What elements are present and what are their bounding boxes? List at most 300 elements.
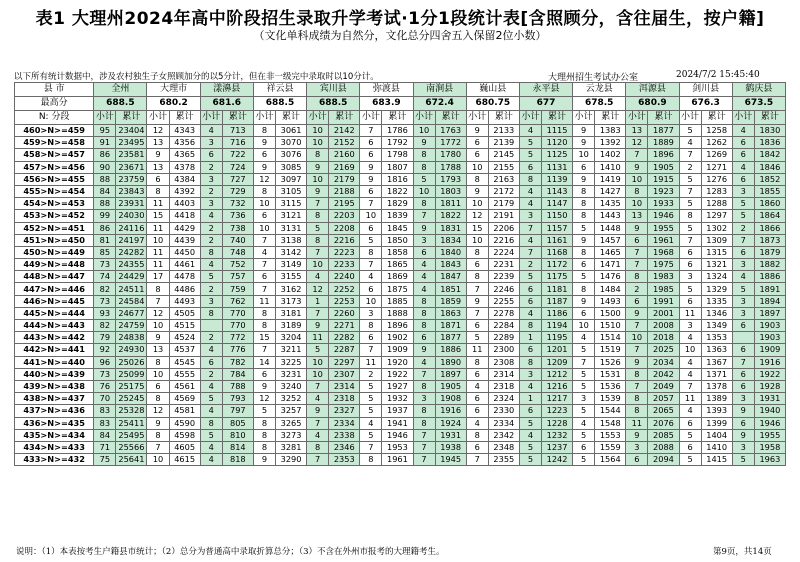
subtotal-cell: 6 bbox=[573, 259, 595, 271]
cumulative-cell: 1269 bbox=[701, 149, 732, 161]
cumulative-cell: 1891 bbox=[754, 283, 785, 295]
cumulative-cell: 1940 bbox=[754, 405, 785, 417]
cumulative-cell: 2057 bbox=[648, 393, 679, 405]
cumulative-cell: 1961 bbox=[382, 454, 413, 466]
subtotal-cell: 8 bbox=[519, 173, 541, 185]
subtotal-cell: 2 bbox=[519, 259, 541, 271]
cumulative-cell: 2348 bbox=[488, 441, 519, 453]
cumulative-cell: 788 bbox=[222, 380, 253, 392]
cumulative-cell: 1945 bbox=[435, 454, 466, 466]
subtotal-cell: 6 bbox=[732, 368, 754, 380]
subtotal-cell: 6 bbox=[732, 173, 754, 185]
cumulative-cell: 740 bbox=[222, 234, 253, 246]
subtotal-cell: 10 bbox=[626, 173, 648, 185]
subtotal-cell: 1 bbox=[519, 393, 541, 405]
cumulative-cell: 2353 bbox=[329, 454, 360, 466]
subtotal-cell: 5 bbox=[732, 198, 754, 210]
subtotal-cell: 3 bbox=[626, 441, 648, 453]
subtotal-cell: 4 bbox=[519, 125, 541, 137]
cumulative-cell: 1885 bbox=[382, 295, 413, 307]
cumulative-cell: 1404 bbox=[701, 429, 732, 441]
subtotal-cell: 7 bbox=[732, 356, 754, 368]
subtotal-cell: 5 bbox=[679, 283, 701, 295]
subtotal-cell: 3 bbox=[519, 368, 541, 380]
cumulative-cell: 772 bbox=[222, 332, 253, 344]
subtotal-cell: 8 bbox=[253, 417, 275, 429]
subtotal-cell: 9 bbox=[732, 429, 754, 441]
score-segment-cell: 445>N>=444 bbox=[15, 307, 94, 319]
cumulative-cell: 1877 bbox=[648, 125, 679, 137]
subtotal-cell: 6 bbox=[732, 246, 754, 258]
table-row bbox=[15, 234, 786, 246]
county-header-row bbox=[15, 83, 786, 97]
subtotal-cell: 13 bbox=[626, 210, 648, 222]
cumulative-cell: 776 bbox=[222, 344, 253, 356]
cumulative-cell: 2271 bbox=[329, 320, 360, 332]
cumulative-cell: 1181 bbox=[541, 283, 572, 295]
cumulative-cell: 1905 bbox=[648, 161, 679, 173]
subtotal-cell: 10 bbox=[573, 149, 595, 161]
subtotal-cell: 86 bbox=[94, 149, 116, 161]
cumulative-cell: 2355 bbox=[488, 454, 519, 466]
cumulative-cell: 2208 bbox=[329, 222, 360, 234]
subtotal-cell: 3 bbox=[200, 173, 222, 185]
cumulative-header-cell: 累计 bbox=[169, 111, 200, 125]
cumulative-cell: 2224 bbox=[488, 246, 519, 258]
cumulative-cell: 1147 bbox=[541, 198, 572, 210]
cumulative-cell: 3173 bbox=[275, 295, 306, 307]
subtotal-cell: 4 bbox=[307, 429, 329, 441]
cumulative-cell: 793 bbox=[222, 393, 253, 405]
cumulative-header-cell: 累计 bbox=[382, 111, 413, 125]
table-row bbox=[15, 393, 786, 405]
subtotal-cell: 6 bbox=[413, 246, 435, 258]
subtotal-cell: 12 bbox=[307, 283, 329, 295]
subtotal-cell: 2 bbox=[679, 161, 701, 173]
cumulative-cell: 1829 bbox=[382, 198, 413, 210]
cumulative-cell: 4439 bbox=[169, 234, 200, 246]
cumulative-cell: 23404 bbox=[116, 125, 147, 137]
cumulative-cell: 3149 bbox=[275, 259, 306, 271]
subtotal-cell: 8 bbox=[413, 295, 435, 307]
cumulative-cell: 2233 bbox=[329, 259, 360, 271]
cumulative-cell: 25245 bbox=[116, 393, 147, 405]
subtotal-cell: 9 bbox=[573, 295, 595, 307]
subtotal-cell: 10 bbox=[679, 344, 701, 356]
subtotal-cell: 12 bbox=[147, 307, 169, 319]
cumulative-cell: 782 bbox=[222, 356, 253, 368]
cumulative-cell: 748 bbox=[222, 246, 253, 258]
subtotal-cell: 8 bbox=[413, 161, 435, 173]
cumulative-cell: 24282 bbox=[116, 246, 147, 258]
cumulative-cell: 4403 bbox=[169, 198, 200, 210]
cumulative-cell: 1131 bbox=[541, 161, 572, 173]
cumulative-cell: 1875 bbox=[382, 283, 413, 295]
subtotal-cell: 6 bbox=[679, 417, 701, 429]
subtotal-cell: 3 bbox=[413, 393, 435, 405]
subtotal-cell: 76 bbox=[94, 380, 116, 392]
cumulative-cell: 738 bbox=[222, 222, 253, 234]
cumulative-cell: 24197 bbox=[116, 234, 147, 246]
max-score-cell: 688.5 bbox=[253, 97, 306, 111]
cumulative-cell: 3181 bbox=[275, 307, 306, 319]
cumulative-cell: 1896 bbox=[648, 149, 679, 161]
subtotal-cell: 4 bbox=[200, 210, 222, 222]
cumulative-cell: 1968 bbox=[648, 246, 679, 258]
subtotal-cell: 13 bbox=[147, 161, 169, 173]
subtotal-cell: 9 bbox=[360, 173, 382, 185]
cumulative-cell: 3252 bbox=[275, 393, 306, 405]
cumulative-cell: 2287 bbox=[329, 344, 360, 356]
cumulative-cell: 1788 bbox=[435, 161, 466, 173]
cumulative-cell: 1958 bbox=[754, 441, 785, 453]
subtotal-cell: 10 bbox=[626, 198, 648, 210]
subtotal-cell: 4 bbox=[307, 393, 329, 405]
subtotal-cell: 8 bbox=[413, 307, 435, 319]
subtotal-cell: 6 bbox=[519, 283, 541, 295]
county-name-cell: 南涧县 bbox=[413, 83, 466, 97]
subtotal-cell: 4 bbox=[360, 417, 382, 429]
cumulative-cell: 1961 bbox=[648, 234, 679, 246]
table-row bbox=[15, 283, 786, 295]
cumulative-cell: 1896 bbox=[382, 320, 413, 332]
score-distribution-table bbox=[14, 82, 786, 466]
subtotal-cell: 11 bbox=[679, 307, 701, 319]
subtotal-cell: 7 bbox=[307, 417, 329, 429]
subtotal-cell: 6 bbox=[519, 405, 541, 417]
cumulative-cell: 2307 bbox=[329, 368, 360, 380]
cumulative-cell: 24838 bbox=[116, 332, 147, 344]
subtotal-cell: 9 bbox=[466, 295, 488, 307]
subtotal-cell: 11 bbox=[626, 417, 648, 429]
subtotal-cell: 8 bbox=[147, 185, 169, 197]
cumulative-cell: 1389 bbox=[701, 393, 732, 405]
cumulative-cell: 3257 bbox=[275, 405, 306, 417]
county-name-cell: 永平县 bbox=[519, 83, 572, 97]
cumulative-cell: 2042 bbox=[648, 368, 679, 380]
table-row bbox=[15, 149, 786, 161]
score-segment-cell: 458>N>=457 bbox=[15, 149, 94, 161]
cumulative-cell: 1217 bbox=[541, 393, 572, 405]
subtotal-cell: 10 bbox=[307, 368, 329, 380]
subtotal-cell: 2 bbox=[626, 283, 648, 295]
subtotal-cell: 9 bbox=[573, 234, 595, 246]
cumulative-cell: 3085 bbox=[275, 161, 306, 173]
table-row bbox=[15, 368, 786, 380]
subtotal-cell: 4 bbox=[413, 283, 435, 295]
county-name-cell: 宾川县 bbox=[307, 83, 360, 97]
subtotal-cell: 6 bbox=[466, 259, 488, 271]
cumulative-cell: 1536 bbox=[595, 380, 626, 392]
subtotal-cell: 8 bbox=[253, 429, 275, 441]
cumulative-cell: 1175 bbox=[541, 271, 572, 283]
cumulative-cell: 1932 bbox=[382, 393, 413, 405]
cumulative-cell: 2324 bbox=[488, 393, 519, 405]
cumulative-cell: 2334 bbox=[488, 417, 519, 429]
subtotal-header-cell: 小计 bbox=[413, 111, 435, 125]
subtotal-cell: 4 bbox=[200, 380, 222, 392]
subtotal-cell: 5 bbox=[360, 234, 382, 246]
cumulative-cell: 716 bbox=[222, 137, 253, 149]
subtotal-cell: 2 bbox=[200, 222, 222, 234]
subtotal-cell: 86 bbox=[94, 222, 116, 234]
cumulative-cell: 1115 bbox=[541, 125, 572, 137]
cumulative-cell: 3290 bbox=[275, 454, 306, 466]
score-segment-cell: 448>N>=447 bbox=[15, 271, 94, 283]
cumulative-cell: 1780 bbox=[435, 149, 466, 161]
subtotal-cell: 9 bbox=[413, 344, 435, 356]
cumulative-cell: 1888 bbox=[382, 307, 413, 319]
subtotal-cell: 5 bbox=[200, 271, 222, 283]
subtotal-cell: 13 bbox=[147, 137, 169, 149]
cumulative-cell: 3142 bbox=[275, 246, 306, 258]
subtotal-cell: 10 bbox=[147, 368, 169, 380]
subtotal-cell: 7 bbox=[626, 344, 648, 356]
cumulative-cell: 1378 bbox=[701, 380, 732, 392]
subtotal-cell: 2 bbox=[732, 222, 754, 234]
max-score-cell: 673.5 bbox=[732, 97, 785, 111]
subtotal-cell: 7 bbox=[307, 198, 329, 210]
cumulative-cell: 1922 bbox=[754, 368, 785, 380]
cumulative-cell: 1860 bbox=[754, 198, 785, 210]
cumulative-cell: 1564 bbox=[595, 454, 626, 466]
cumulative-cell: 1216 bbox=[541, 380, 572, 392]
cumulative-cell: 1335 bbox=[701, 295, 732, 307]
subtotal-cell: 7 bbox=[626, 380, 648, 392]
subtotal-cell: 96 bbox=[94, 356, 116, 368]
subtotal-cell: 7 bbox=[253, 234, 275, 246]
subtotal-cell: 2 bbox=[360, 368, 382, 380]
cumulative-cell: 1927 bbox=[382, 380, 413, 392]
cumulative-cell: 797 bbox=[222, 405, 253, 417]
cumulative-cell: 25411 bbox=[116, 417, 147, 429]
cumulative-cell: 4555 bbox=[169, 368, 200, 380]
cumulative-header-cell: 累计 bbox=[541, 111, 572, 125]
cumulative-cell: 752 bbox=[222, 259, 253, 271]
cumulative-cell: 2223 bbox=[329, 246, 360, 258]
cumulative-cell: 4365 bbox=[169, 149, 200, 161]
scoring-note: 以下所有统计数据中，涉及农村独生子女照顾加分的以5分计，但在非一级完中录取时以10分计。 bbox=[14, 72, 379, 82]
subtotal-cell: 8 bbox=[413, 198, 435, 210]
subtotal-cell: 6 bbox=[466, 149, 488, 161]
subtotal-cell: 7 bbox=[413, 454, 435, 466]
subtotal-cell: 4 bbox=[732, 271, 754, 283]
cumulative-cell: 4356 bbox=[169, 137, 200, 149]
subtotal-cell: 5 bbox=[307, 222, 329, 234]
score-segment-cell: 441>N>=440 bbox=[15, 356, 94, 368]
subtotal-cell: 74 bbox=[94, 271, 116, 283]
issuer-name: 大理州招生考试办公室 bbox=[548, 73, 639, 83]
subtotal-cell: 6 bbox=[732, 320, 754, 332]
cumulative-cell: 722 bbox=[222, 149, 253, 161]
cumulative-cell: 1873 bbox=[754, 234, 785, 246]
max-score-row bbox=[15, 97, 786, 111]
subtotal-cell: 5 bbox=[573, 380, 595, 392]
cumulative-cell: 724 bbox=[222, 161, 253, 173]
cumulative-cell: 1161 bbox=[541, 234, 572, 246]
subtotal-cell: 8 bbox=[360, 454, 382, 466]
cumulative-cell: 1349 bbox=[701, 320, 732, 332]
subtotal-cell: 9 bbox=[147, 417, 169, 429]
cumulative-cell: 2139 bbox=[488, 137, 519, 149]
cumulative-cell: 2260 bbox=[329, 307, 360, 319]
footnote: 说明：（1）本表按考生户籍县市统计；（2）总分为普通高中录取折算总分；（3）不含在外州市报考的大理籍考生。 bbox=[16, 547, 445, 557]
subtotal-cell: 4 bbox=[732, 161, 754, 173]
subtotal-cell: 12 bbox=[253, 173, 275, 185]
cumulative-cell: 3076 bbox=[275, 149, 306, 161]
cumulative-cell: 1869 bbox=[382, 271, 413, 283]
cumulative-cell: 1889 bbox=[648, 137, 679, 149]
cumulative-cell: 1905 bbox=[435, 380, 466, 392]
subtotal-cell: 6 bbox=[732, 137, 754, 149]
cumulative-cell: 2206 bbox=[488, 222, 519, 234]
subtotal-cell: 8 bbox=[519, 356, 541, 368]
subtotal-cell: 9 bbox=[466, 185, 488, 197]
cumulative-cell: 2169 bbox=[329, 161, 360, 173]
cumulative-cell: 1186 bbox=[541, 307, 572, 319]
cumulative-header-cell: 累计 bbox=[754, 111, 785, 125]
cumulative-cell: 1510 bbox=[595, 320, 626, 332]
cumulative-cell: 1963 bbox=[754, 454, 785, 466]
subtotal-cell: 9 bbox=[253, 161, 275, 173]
subtotal-cell: 6 bbox=[626, 234, 648, 246]
subtotal-cell: 8 bbox=[307, 210, 329, 222]
subtotal-cell: 84 bbox=[94, 185, 116, 197]
subtotal-cell: 7 bbox=[360, 125, 382, 137]
cumulative-cell: 3138 bbox=[275, 234, 306, 246]
cumulative-cell: 4537 bbox=[169, 344, 200, 356]
subtotal-cell: 8 bbox=[360, 246, 382, 258]
cumulative-cell: 736 bbox=[222, 210, 253, 222]
subtotal-cell: 8 bbox=[147, 283, 169, 295]
subtotal-cell: 5 bbox=[573, 222, 595, 234]
cumulative-cell: 1859 bbox=[435, 295, 466, 307]
cumulative-cell: 2330 bbox=[488, 405, 519, 417]
subtotal-cell: 5 bbox=[200, 429, 222, 441]
cumulative-cell: 1262 bbox=[701, 137, 732, 149]
cumulative-cell: 1923 bbox=[648, 185, 679, 197]
subtotal-cell: 90 bbox=[94, 161, 116, 173]
cumulative-cell: 3211 bbox=[275, 344, 306, 356]
cumulative-cell: 4561 bbox=[169, 380, 200, 392]
cumulative-cell: 1903 bbox=[754, 320, 785, 332]
subtotal-cell: 8 bbox=[413, 417, 435, 429]
subtotal-cell: 9 bbox=[626, 222, 648, 234]
subtotal-cell: 2 bbox=[200, 283, 222, 295]
subtotal-cell: 75 bbox=[94, 454, 116, 466]
subtotal-cell: 9 bbox=[307, 185, 329, 197]
cumulative-cell: 1143 bbox=[541, 185, 572, 197]
cumulative-cell: 1924 bbox=[435, 417, 466, 429]
subtotal-cell: 7 bbox=[413, 368, 435, 380]
cumulative-cell: 1195 bbox=[541, 332, 572, 344]
subtotal-cell: 6 bbox=[573, 307, 595, 319]
table-row bbox=[15, 380, 786, 392]
subtotal-header-cell: 小计 bbox=[147, 111, 169, 125]
cumulative-header-cell: 累计 bbox=[329, 111, 360, 125]
subtotal-cell: 9 bbox=[573, 137, 595, 149]
cumulative-cell: 1845 bbox=[382, 222, 413, 234]
subtotal-cell: 5 bbox=[679, 429, 701, 441]
cumulative-cell: 2085 bbox=[648, 429, 679, 441]
subtotal-cell: 10 bbox=[360, 210, 382, 222]
cumulative-cell: 1493 bbox=[595, 295, 626, 307]
cumulative-cell: 1201 bbox=[541, 344, 572, 356]
subtotal-cell: 10 bbox=[307, 259, 329, 271]
subtotal-cell: 4 bbox=[519, 429, 541, 441]
subtotal-cell: 91 bbox=[94, 137, 116, 149]
cumulative-cell: 1908 bbox=[435, 393, 466, 405]
subtotal-cell: 6 bbox=[466, 405, 488, 417]
table-row bbox=[15, 173, 786, 185]
subtotal-cell: 4 bbox=[413, 271, 435, 283]
subtotal-cell: 7 bbox=[573, 356, 595, 368]
cumulative-cell: 2314 bbox=[329, 380, 360, 392]
subtotal-cell: 13 bbox=[626, 125, 648, 137]
score-segment-cell: 435>N>=434 bbox=[15, 429, 94, 441]
subtotal-cell: 12 bbox=[253, 393, 275, 405]
subtotal-cell: 5 bbox=[573, 405, 595, 417]
cumulative-cell: 24429 bbox=[116, 271, 147, 283]
cumulative-cell: 1448 bbox=[595, 222, 626, 234]
cumulative-cell: 1916 bbox=[435, 405, 466, 417]
cumulative-cell: 1393 bbox=[701, 405, 732, 417]
county-name-cell: 全州 bbox=[94, 83, 147, 97]
subtotal-cell: 8 bbox=[573, 210, 595, 222]
subtotal-cell: 3 bbox=[413, 234, 435, 246]
score-segment-cell: 459>N>=458 bbox=[15, 137, 94, 149]
cumulative-cell: 1443 bbox=[595, 210, 626, 222]
table-row bbox=[15, 344, 786, 356]
subtotal-cell: 8 bbox=[360, 320, 382, 332]
subtotal-cell: 7 bbox=[253, 259, 275, 271]
subtotal-cell: 4 bbox=[519, 185, 541, 197]
cumulative-cell: 1415 bbox=[701, 454, 732, 466]
subtotal-cell: 4 bbox=[679, 332, 701, 344]
cumulative-cell: 3189 bbox=[275, 320, 306, 332]
table-row bbox=[15, 137, 786, 149]
subtotal-cell: 73 bbox=[94, 368, 116, 380]
cumulative-cell: 1983 bbox=[648, 271, 679, 283]
subtotal-cell: 8 bbox=[253, 185, 275, 197]
subtotal-cell: 6 bbox=[360, 283, 382, 295]
subtotal-cell: 8 bbox=[413, 320, 435, 332]
cumulative-cell: 25641 bbox=[116, 454, 147, 466]
subtotal-cell: 9 bbox=[253, 137, 275, 149]
subtotal-cell: 6 bbox=[360, 222, 382, 234]
subtotal-cell: 7 bbox=[147, 441, 169, 453]
subtotal-cell: 8 bbox=[626, 271, 648, 283]
cumulative-cell: 3240 bbox=[275, 380, 306, 392]
subtotal-cell: 5 bbox=[307, 344, 329, 356]
cumulative-cell: 4378 bbox=[169, 161, 200, 173]
cumulative-cell: 1985 bbox=[648, 283, 679, 295]
table-row bbox=[15, 210, 786, 222]
cumulative-cell: 23843 bbox=[116, 185, 147, 197]
cumulative-cell: 1851 bbox=[435, 283, 466, 295]
subtotal-cell: 5 bbox=[732, 454, 754, 466]
score-segment-cell: 438>N>=437 bbox=[15, 393, 94, 405]
county-name-cell: 大理市 bbox=[147, 83, 200, 97]
subtotal-cell: 7 bbox=[147, 295, 169, 307]
score-segment-cell: 444>N>=443 bbox=[15, 320, 94, 332]
subtotal-cell: 4 bbox=[732, 125, 754, 137]
cumulative-header-cell: 累计 bbox=[116, 111, 147, 125]
subtotal-cell: 4 bbox=[200, 259, 222, 271]
subtotal-cell: 6 bbox=[519, 161, 541, 173]
score-segment-cell: 447>N>=446 bbox=[15, 283, 94, 295]
subtotal-cell: 3 bbox=[200, 295, 222, 307]
